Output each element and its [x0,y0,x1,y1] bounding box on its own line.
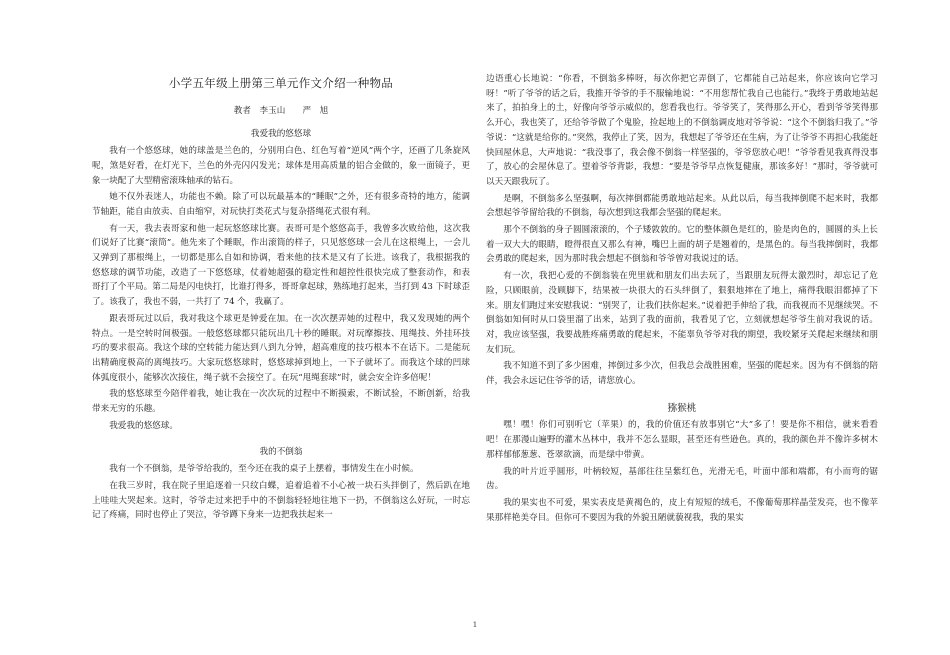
paragraph: 跟表哥玩过以后，我对我这个球更是钟爱在加。在一次次摆弄她的过程中，我又发现她的两个特点。一是空转时间极强。一般悠悠球都只能玩出几十秒的睡眠。对玩摩擦技、甩绳技、外挂环技巧的要求很高。我这个球的空转能力能达到八到九分钟，超高难度的技巧根本不在话下。二是能玩出精确度极高的离绳技巧。大家玩悠悠球时，悠悠球掉到地上，一下子就坏了。而我这个球的凹球体弧度很小，能够次次接住，绳子就不会接空了。在玩“甩绳套球”时，就会安全许多倍呢！ [92,313,470,383]
spacer [92,433,470,442]
page-number: 1 [472,620,478,629]
essay-title-yoyo: 我爱我的悠悠球 [250,129,312,140]
paragraph: 在我三岁时，我在院子里追逐着一只纹白蝶，追着追着不小心被一块石头拌倒了，然后趴在地上哇哇大哭起来。这时，爷爷走过来把手中的不倒翁轻轻地往地下一扔，不倒翁这么好玩，一时忘记了疼痛，同时也停止了哭泣，爷爷蹲下身来一边把我扶起来一 [92,480,470,521]
essay-title-kiwi: 猕猴桃 [667,402,697,414]
paragraph: 嘿！嘿！你们可别听它（苹果）的，我的价值还有放事别它“大”多了！要是你不相信，就来看看吧！在那漫山遍野的灌木丛林中，我并不怎么显眼，甚至还有些逊色。真的，我的颜色并不像许多树木那样郁郁葱葱、苍翠欲滴，而是绿中带黄。 [486,420,878,460]
paragraph: 有一天，我去表哥家和他一起玩悠悠球比赛。表哥可是个悠悠高手，我曾多次败给他，这次我们说好了比赛“滚筒”。他先来了个睡眠，作出滚筒的样子，只见悠悠球一会儿在这根绳上，一会儿又弹到了那根绳上，一切都是那么自如和协调，看来他的技术是又有了长进。该我了，我根据我的悠悠球的调节功能，改造了一下悠悠球，仗着她超强的稳定性和超控性很快完成了整套动作，和表哥打了个平局。第二局是闪电快打，比谁打得多，哥哥拿起球，熟练地打起来，当打到 43 下时球歪了。该我了，我也不弱，一共打了 74 个，我赢了。 [92,223,470,308]
paragraph: 我的果实也不可爱，果实表皮是黄褐色的，皮上有短短的绒毛，不像葡萄那样晶莹发亮，也不像苹果那样艳美夺目。但你可不要因为我的外貌丑陋就藐视我，我的果实 [486,497,878,523]
paragraph: 我的悠悠球至今陪伴着我，她让我在一次次玩的过程中不断摸索，不断试验，不断创新，给我带来无穷的乐趣。 [92,389,470,415]
paragraph: 有一次，我把心爱的不倒翁装在兜里就和朋友们出去玩了，当跟朋友玩得太激烈时，却忘记了危险，只顾眼前，没顾脚下，结果被一块很大的石头绊倒了，狠狠地摔在了地上，痛得我眼泪都掉了下来。朋友们跑过来安慰我说：“别哭了，让我们扶你起来。”说着把手伸给了我，而我视而不见继续哭。不倒翁如知何时从口袋里溜了出来，站到了我的面前，我看见了它，立刻就想起爷爷生前对我说的话。对，我应该坚强，我要战胜疼痛勇敢的爬起来，不能辜负爷爷对我的期望，我咬紧牙关爬起来继续和朋友们玩。 [486,271,878,355]
paragraph: 是啊，不倒翁多么坚强啊，每次摔倒都能勇敢地站起来。从此以后，每当我摔倒爬不起来时，我都会想起爷爷留给我的不倒翁，每次想到这我都会坚强的爬起来。 [486,193,878,219]
essay-title-tumbler: 我的不倒翁 [259,447,303,458]
right-column [486,72,878,525]
paragraph: 我有一个不倒翁，是爷爷给我的，至今还在我的桌子上摆着，事情发生在小时候。 [109,464,419,475]
paragraph: 我的叶片近乎圆形，叶柄较短，基部往往呈紫红色，光滑无毛，叶面中部和端都，有小而弯的锯齿。 [486,466,878,492]
paragraph-continued: 边语重心长地说：“你看，不倒翁多棒呀，每次你把它弄倒了，它都能自己站起来，你应该向它学习呀！”听了爷爷的话之后，我推开爷爷的手不服输地说：“不用您帮忙我自己也能行。”我终于勇敢地站起来了，拍拍身上的土，好像向爷爷示威似的，您看我也行。爷爷笑了，笑得那么开心，看到爷爷笑得那么开心，我也笑了，还给爷爷做了个鬼脸，捡起地上的不倒翁调皮地对爷爷说：“这个不倒翁归我了。”爷爷说：“这就是给你的。”突然，我停止了笑，因为，我想起了爷爷还在生病，为了让爷爷不再担心我能赶快回屋休息，大声地说：“我没事了，我会像不倒翁一样坚强的，爷爷您放心吧！”爷爷看见我真得没事了，放心的会屋休息了。望着爷爷背影，我想：“要是爷爷早点恢复健康，那该多好！”那时，爷爷就可以天天跟我玩了。 [486,74,878,187]
paragraph: 她不仅外表迷人，功能也不赖。除了可以玩最基本的“睡眠”之外，还有很多奇特的地方，能调节轴距，能自由放卖、自由缩窄，对玩快打类花式与复杂搭绳花式很有利。 [92,192,470,217]
paragraph: 我不知道不到了多少困难，摔倒过多少次，但我总会战胜困难，坚强的爬起来。因为有不倒翁的陪伴，我会永远记住爷爷的话，请您放心。 [486,361,878,387]
paragraph: 那个不倒翁的身子圆圆滚滚的，个子矮敦敦的。它的整体颜色是红的，脸是肉色的，圆圆的头上长着一双大大的眼睛，瞪得很直又那么有神，嘴巴上面的胡子是翘着的，是黑色的。每当我摔倒时，我都会勇敢的爬起来，因为那时我会想起不倒翁和爷爷曾对我说过的话。 [486,225,878,265]
author-line: 教者 李玉山 严 旭 [233,105,329,116]
paragraph: 我有一个悠悠球，她的球盖是兰色的，分别用白色、红色写着“逆风”两个字，还画了几条旋风呢，煞是好看，在灯光下，兰色的外壳闪闪发光；球体是用高质量的铝合金做的，象一面镜子，更象一块配了大型精密滚珠轴承的钻石。 [92,146,470,186]
paragraph: 我爱我的悠悠球。 [109,420,178,431]
left-column [92,72,470,523]
document-title: 小学五年级上册第三单元作文介绍一种物品 [168,76,394,90]
spacer [486,389,878,398]
